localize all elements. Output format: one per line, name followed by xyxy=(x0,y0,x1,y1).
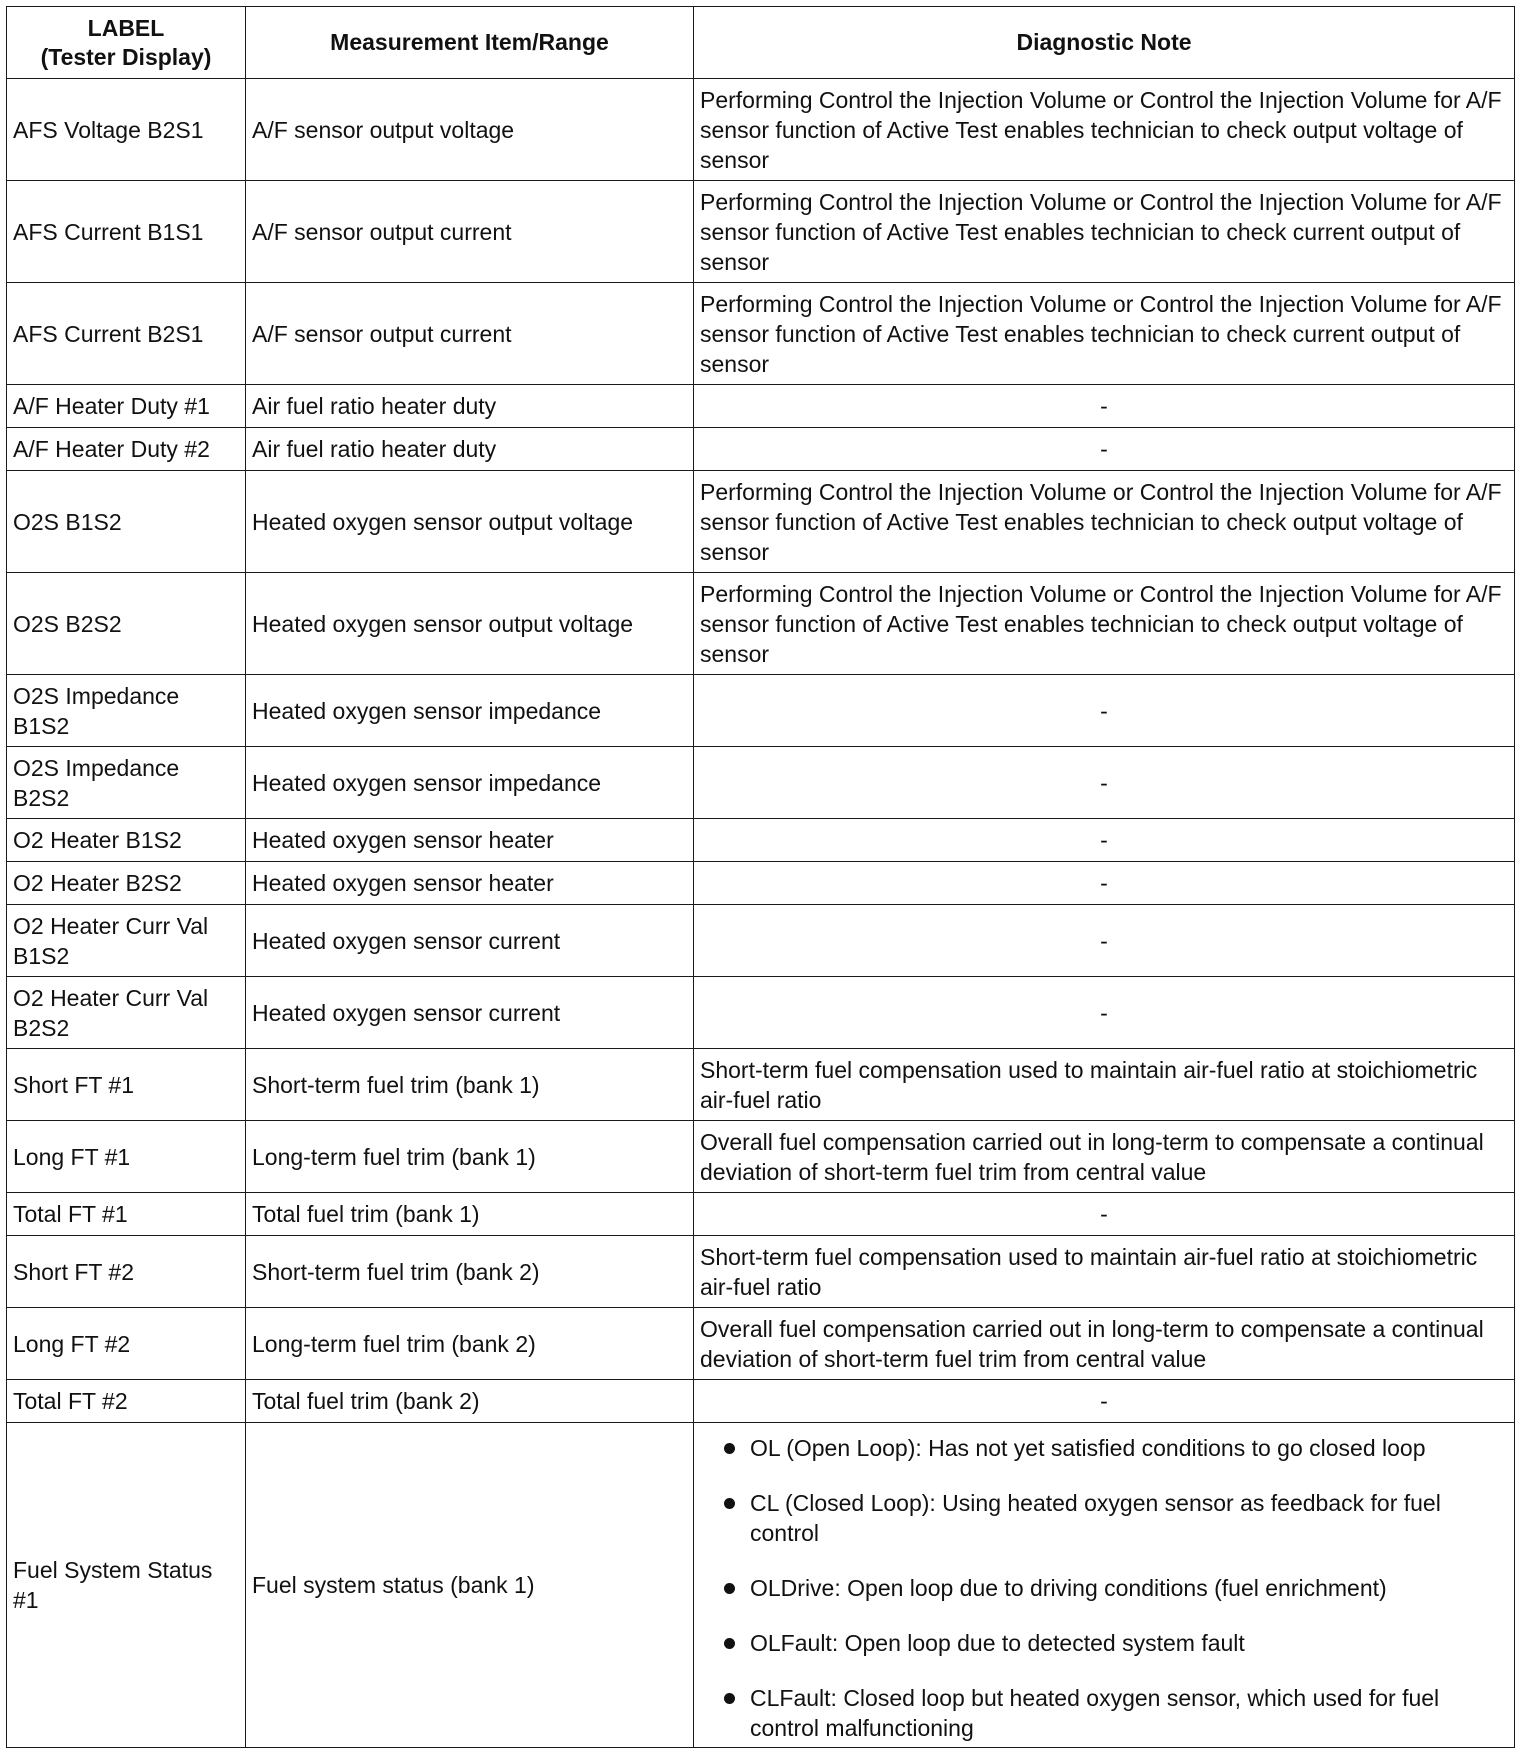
note-cell: - xyxy=(694,1380,1515,1423)
data-list-table xyxy=(6,6,1515,1748)
note-cell: - xyxy=(694,385,1515,428)
measurement-cell: Heated oxygen sensor impedance xyxy=(246,675,694,747)
measurement-cell: Short-term fuel trim (bank 1) xyxy=(246,1049,694,1121)
measurement-cell: Air fuel ratio heater duty xyxy=(246,428,694,471)
measurement-cell: A/F sensor output current xyxy=(246,283,694,385)
note-cell xyxy=(694,1423,1515,1748)
table-row xyxy=(7,675,1515,747)
table-row xyxy=(7,905,1515,977)
table-row xyxy=(7,283,1515,385)
note-cell: Performing Control the Injection Volume or Control the Injection Volume for A/F sensor function of Active Test enables technician to check output voltage of sensor xyxy=(694,471,1515,573)
label-cell: O2 Heater B2S2 xyxy=(7,862,246,905)
table-row xyxy=(7,385,1515,428)
label-cell: O2 Heater Curr Val B1S2 xyxy=(7,905,246,977)
note-cell: Short-term fuel compensation used to maintain air-fuel ratio at stoichiometric air-fuel ratio xyxy=(694,1236,1515,1308)
measurement-cell: Heated oxygen sensor heater xyxy=(246,819,694,862)
list-item: CL (Closed Loop): Using heated oxygen sensor as feedback for fuel control xyxy=(700,1488,1508,1548)
table-row xyxy=(7,428,1515,471)
label-cell: Fuel System Status #1 xyxy=(7,1423,246,1748)
measurement-cell: A/F sensor output current xyxy=(246,181,694,283)
note-cell: Overall fuel compensation carried out in long-term to compensate a continual deviation of short-term fuel trim from central value xyxy=(694,1308,1515,1380)
note-cell: - xyxy=(694,428,1515,471)
table-row xyxy=(7,1236,1515,1308)
table-row xyxy=(7,819,1515,862)
measurement-cell: Heated oxygen sensor impedance xyxy=(246,747,694,819)
measurement-cell: Heated oxygen sensor output voltage xyxy=(246,471,694,573)
label-cell: A/F Heater Duty #1 xyxy=(7,385,246,428)
note-cell: Performing Control the Injection Volume or Control the Injection Volume for A/F sensor function of Active Test enables technician to check current output of sensor xyxy=(694,283,1515,385)
measurement-cell: Total fuel trim (bank 1) xyxy=(246,1193,694,1236)
label-cell: Long FT #1 xyxy=(7,1121,246,1193)
table-row xyxy=(7,1308,1515,1380)
label-cell: Total FT #1 xyxy=(7,1193,246,1236)
table-row xyxy=(7,1121,1515,1193)
measurement-column-header: Measurement Item/Range xyxy=(246,7,694,79)
table-row xyxy=(7,79,1515,181)
table-row xyxy=(7,1193,1515,1236)
label-column-header xyxy=(7,7,246,79)
label-cell: AFS Current B2S1 xyxy=(7,283,246,385)
table-row xyxy=(7,862,1515,905)
label-cell: O2S B2S2 xyxy=(7,573,246,675)
measurement-cell: Long-term fuel trim (bank 2) xyxy=(246,1308,694,1380)
note-cell: - xyxy=(694,675,1515,747)
table-row xyxy=(7,747,1515,819)
table-row xyxy=(7,1049,1515,1121)
measurement-cell: Total fuel trim (bank 2) xyxy=(246,1380,694,1423)
list-item: CLFault: Closed loop but heated oxygen sensor, which used for fuel control malfunctioning xyxy=(700,1683,1508,1743)
measurement-cell: Short-term fuel trim (bank 2) xyxy=(246,1236,694,1308)
measurement-cell: Heated oxygen sensor output voltage xyxy=(246,573,694,675)
label-cell: A/F Heater Duty #2 xyxy=(7,428,246,471)
note-cell: Performing Control the Injection Volume or Control the Injection Volume for A/F sensor function of Active Test enables technician to check output voltage of sensor xyxy=(694,79,1515,181)
table-header-row xyxy=(7,7,1515,79)
list-item: OLFault: Open loop due to detected system fault xyxy=(700,1628,1508,1658)
label-cell: Short FT #2 xyxy=(7,1236,246,1308)
label-cell: Total FT #2 xyxy=(7,1380,246,1423)
note-cell: Overall fuel compensation carried out in long-term to compensate a continual deviation of short-term fuel trim from central value xyxy=(694,1121,1515,1193)
table-row xyxy=(7,1380,1515,1423)
note-cell: - xyxy=(694,819,1515,862)
note-cell: - xyxy=(694,905,1515,977)
measurement-cell: Air fuel ratio heater duty xyxy=(246,385,694,428)
table-row xyxy=(7,977,1515,1049)
label-cell: O2S Impedance B1S2 xyxy=(7,675,246,747)
label-cell: Long FT #2 xyxy=(7,1308,246,1380)
note-cell: - xyxy=(694,1193,1515,1236)
measurement-cell: A/F sensor output voltage xyxy=(246,79,694,181)
label-cell: O2S Impedance B2S2 xyxy=(7,747,246,819)
list-item: OL (Open Loop): Has not yet satisfied conditions to go closed loop xyxy=(700,1433,1508,1463)
measurement-cell: Heated oxygen sensor current xyxy=(246,905,694,977)
label-cell: Short FT #1 xyxy=(7,1049,246,1121)
measurement-cell: Heated oxygen sensor heater xyxy=(246,862,694,905)
list-item: OLDrive: Open loop due to driving conditions (fuel enrichment) xyxy=(700,1573,1508,1603)
note-cell: Short-term fuel compensation used to maintain air-fuel ratio at stoichiometric air-fuel ratio xyxy=(694,1049,1515,1121)
note-cell: - xyxy=(694,977,1515,1049)
table-row xyxy=(7,471,1515,573)
label-cell: AFS Voltage B2S1 xyxy=(7,79,246,181)
label-cell: O2 Heater B1S2 xyxy=(7,819,246,862)
measurement-cell: Fuel system status (bank 1) xyxy=(246,1423,694,1748)
table-row xyxy=(7,181,1515,283)
note-cell: - xyxy=(694,862,1515,905)
note-cell: Performing Control the Injection Volume or Control the Injection Volume for A/F sensor function of Active Test enables technician to check current output of sensor xyxy=(694,181,1515,283)
fuel-status-list xyxy=(700,1433,1508,1743)
table-row xyxy=(7,573,1515,675)
measurement-cell: Long-term fuel trim (bank 1) xyxy=(246,1121,694,1193)
note-cell: - xyxy=(694,747,1515,819)
measurement-cell: Heated oxygen sensor current xyxy=(246,977,694,1049)
table-row xyxy=(7,1423,1515,1748)
note-column-header: Diagnostic Note xyxy=(694,7,1515,79)
note-cell: Performing Control the Injection Volume or Control the Injection Volume for A/F sensor function of Active Test enables technician to check output voltage of sensor xyxy=(694,573,1515,675)
label-cell: O2S B1S2 xyxy=(7,471,246,573)
label-cell: AFS Current B1S1 xyxy=(7,181,246,283)
label-cell: O2 Heater Curr Val B2S2 xyxy=(7,977,246,1049)
label-header-line1: LABEL xyxy=(87,14,165,41)
label-header-line2: (Tester Display) xyxy=(40,43,212,70)
